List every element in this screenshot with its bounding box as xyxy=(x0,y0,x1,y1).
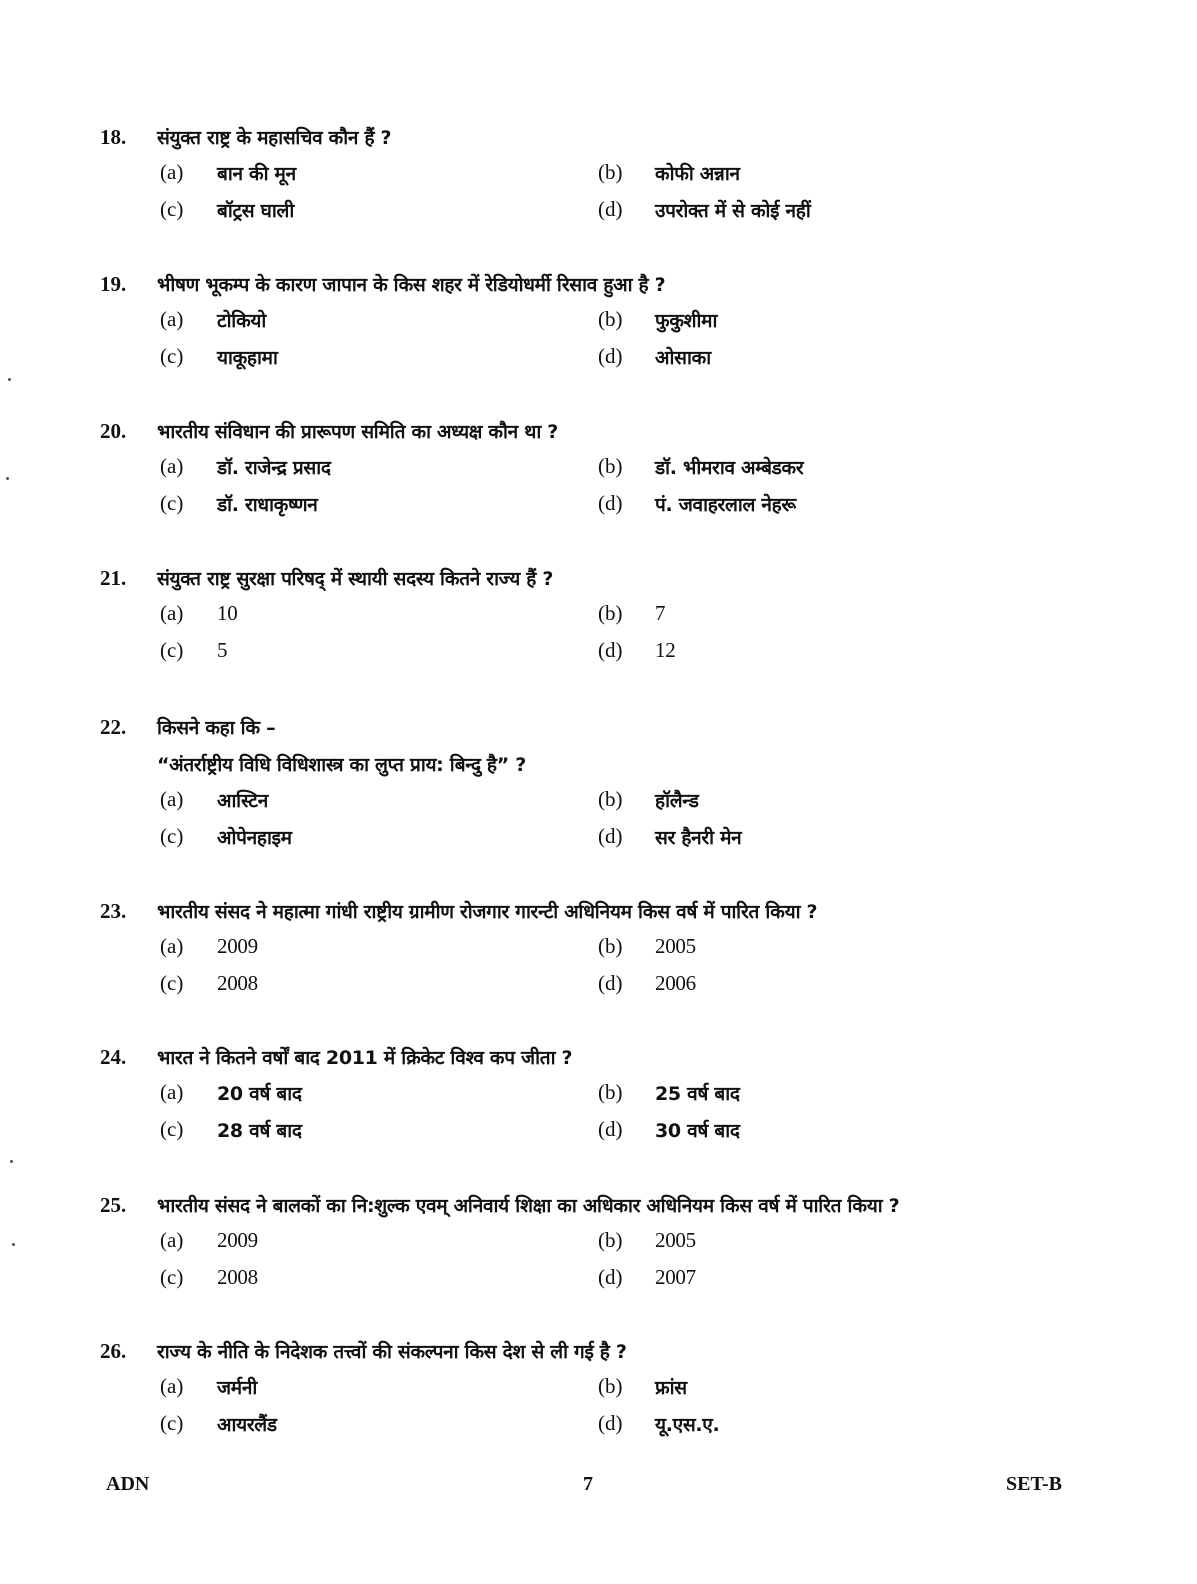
question-text: भारतीय संविधान की प्रारूपण समिति का अध्यक्ष कौन था ? xyxy=(157,421,559,443)
option-key: (c) xyxy=(160,1411,184,1435)
option-key: (a) xyxy=(160,1374,184,1398)
option-text: कोफी अन्नान xyxy=(655,163,740,185)
option-text: 2005 xyxy=(655,934,696,958)
scan-speck xyxy=(12,1243,15,1246)
option-key: (c) xyxy=(160,344,184,368)
page-number: 7 xyxy=(583,1473,593,1495)
option-text: फ्रांस xyxy=(655,1377,687,1399)
option-key: (d) xyxy=(598,344,623,368)
option-key: (c) xyxy=(160,1265,184,1289)
question-number: 23. xyxy=(100,898,127,923)
question-number: 25. xyxy=(100,1192,127,1217)
option-text: बॉट्रस घाली xyxy=(217,200,294,222)
option-text: 5 xyxy=(217,638,228,662)
footer-set: SET-B xyxy=(1006,1473,1062,1495)
option-key: (a) xyxy=(160,160,184,184)
question-text: संयुक्त राष्ट्र के महासचिव कौन हैं ? xyxy=(157,127,392,149)
option-text: फुकुशीमा xyxy=(655,310,718,332)
option-text: बान की मून xyxy=(217,163,296,185)
option-text: पं. जवाहरलाल नेहरू xyxy=(655,494,796,516)
question-text: संयुक्त राष्ट्र सुरक्षा परिषद् में स्थायी सदस्य कितने राज्य हैं ? xyxy=(157,568,554,590)
option-text: 30 वर्ष बाद xyxy=(655,1120,740,1142)
question-quote: “अंतर्राष्ट्रीय विधि विधिशास्त्र का लुप्त प्राय: बिन्दु है” ? xyxy=(157,754,526,776)
option-key: (c) xyxy=(160,491,184,515)
question-text: भारत ने कितने वर्षों बाद 2011 में क्रिकेट विश्व कप जीता ? xyxy=(157,1047,573,1069)
option-key: (b) xyxy=(598,787,623,811)
question-text: भारतीय संसद ने बालकों का नि:शुल्क एवम् अनिवार्य शिक्षा का अधिकार अधिनियम किस वर्ष में पारित किया ? xyxy=(157,1195,900,1217)
option-text: आयरलैंड xyxy=(217,1414,277,1436)
option-key: (c) xyxy=(160,971,184,995)
option-key: (c) xyxy=(160,824,184,848)
option-key: (b) xyxy=(598,601,623,625)
question-number: 19. xyxy=(100,271,127,296)
option-key: (b) xyxy=(598,934,623,958)
option-text: उपरोक्त में से कोई नहीं xyxy=(655,200,811,222)
option-key: (d) xyxy=(598,1117,623,1141)
scan-speck xyxy=(10,1160,13,1163)
option-text: ओसाका xyxy=(655,347,711,369)
option-text: 2008 xyxy=(217,971,258,995)
option-text: जर्मनी xyxy=(217,1377,258,1399)
option-text: आस्टिन xyxy=(217,790,268,812)
option-key: (b) xyxy=(598,1228,623,1252)
scan-speck xyxy=(6,477,9,480)
option-text: डॉ. भीमराव अम्बेडकर xyxy=(655,457,804,479)
option-text: डॉ. राजेन्द्र प्रसाद xyxy=(217,457,331,479)
option-key: (a) xyxy=(160,454,184,478)
option-text: 2008 xyxy=(217,1265,258,1289)
footer-code: ADN xyxy=(106,1473,150,1495)
option-text: 7 xyxy=(655,601,666,625)
option-key: (c) xyxy=(160,1117,184,1141)
option-key: (b) xyxy=(598,1080,623,1104)
option-key: (a) xyxy=(160,1080,184,1104)
option-key: (b) xyxy=(598,160,623,184)
option-text: 28 वर्ष बाद xyxy=(217,1120,302,1142)
option-key: (d) xyxy=(598,491,623,515)
option-text: 20 वर्ष बाद xyxy=(217,1083,302,1105)
option-key: (d) xyxy=(598,1265,623,1289)
option-key: (d) xyxy=(598,638,623,662)
option-text: सर हैनरी मेन xyxy=(655,827,742,849)
option-key: (b) xyxy=(598,307,623,331)
option-text: 2005 xyxy=(655,1228,696,1252)
option-text: यू.एस.ए. xyxy=(655,1414,720,1436)
option-key: (b) xyxy=(598,1374,623,1398)
question-text: राज्य के नीति के निदेशक तत्त्वों की संकल्पना किस देश से ली गई है ? xyxy=(157,1341,627,1363)
option-key: (d) xyxy=(598,197,623,221)
option-text: 12 xyxy=(655,638,676,662)
option-text: टोकियो xyxy=(217,310,267,332)
option-text: 2007 xyxy=(655,1265,696,1289)
option-key: (a) xyxy=(160,1228,184,1252)
option-key: (a) xyxy=(160,787,184,811)
option-text: ओपेनहाइम xyxy=(217,827,292,849)
question-number: 18. xyxy=(100,124,127,149)
option-key: (a) xyxy=(160,601,184,625)
option-key: (d) xyxy=(598,971,623,995)
option-key: (b) xyxy=(598,454,623,478)
question-text: भारतीय संसद ने महात्मा गांधी राष्ट्रीय ग्रामीण रोजगार गारन्टी अधिनियम किस वर्ष में पारित किया ? xyxy=(157,901,818,923)
option-text: 2006 xyxy=(655,971,696,995)
option-key: (c) xyxy=(160,197,184,221)
option-text: 2009 xyxy=(217,1228,258,1252)
question-number: 21. xyxy=(100,565,127,590)
question-number: 24. xyxy=(100,1044,127,1069)
question-text: भीषण भूकम्प के कारण जापान के किस शहर में रेडियोधर्मी रिसाव हुआ है ? xyxy=(157,274,666,296)
option-text: 25 वर्ष बाद xyxy=(655,1083,740,1105)
option-key: (a) xyxy=(160,307,184,331)
question-number: 20. xyxy=(100,418,127,443)
option-text: डॉ. राधाकृष्णन xyxy=(217,494,318,516)
option-key: (d) xyxy=(598,824,623,848)
question-number: 22. xyxy=(100,714,127,739)
scan-speck xyxy=(8,378,11,381)
option-text: हॉलैन्ड xyxy=(655,790,699,812)
question-text: किसने कहा कि – xyxy=(157,717,276,739)
question-number: 26. xyxy=(100,1338,127,1363)
option-key: (c) xyxy=(160,638,184,662)
option-text: 2009 xyxy=(217,934,258,958)
option-key: (d) xyxy=(598,1411,623,1435)
option-text: याकूहामा xyxy=(217,347,278,369)
option-text: 10 xyxy=(217,601,238,625)
option-key: (a) xyxy=(160,934,184,958)
